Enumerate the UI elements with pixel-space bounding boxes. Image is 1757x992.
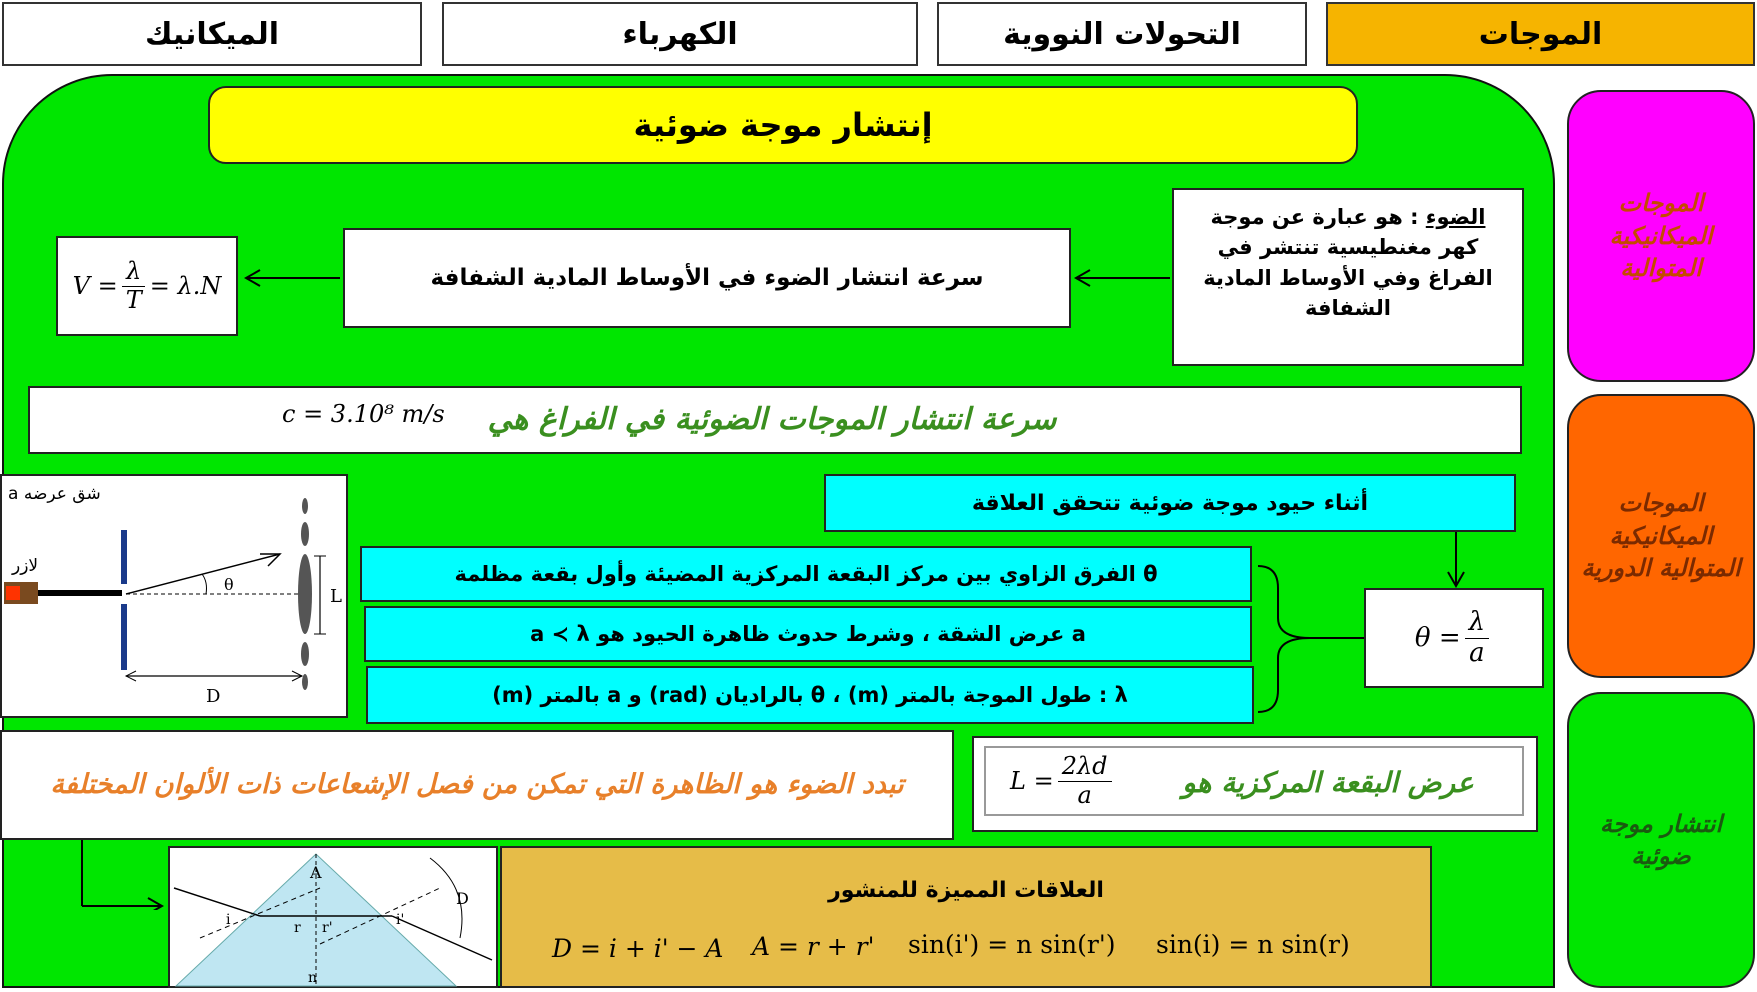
page-title: إنتشار موجة ضوئية xyxy=(208,86,1358,164)
light-definition-text: : هو عبارة عن موجة كهر مغنطيسية تنتشر في الفراغ وفي الأوساط المادية الشفافة xyxy=(1203,205,1493,321)
central-width-denominator: a xyxy=(1077,780,1092,809)
prism-diagram xyxy=(168,846,498,988)
tab-waves[interactable]: الموجات xyxy=(1326,2,1755,66)
diffraction-diagram xyxy=(0,474,348,718)
velocity-formula-rhs: = λ.N xyxy=(149,272,222,300)
velocity-formula xyxy=(56,236,238,336)
side-tab-periodic-waves[interactable]: الموجات الميكانيكية المتوالية الدورية xyxy=(1567,394,1755,678)
prism-r2-label: r' xyxy=(322,920,333,936)
tab-electricity[interactable]: الكهرباء xyxy=(442,2,918,66)
side-tab-mechanical-waves[interactable]: الموجات الميكانيكية المتوالية xyxy=(1567,90,1755,382)
prism-relations-title: العلاقات المميزة للمنشور xyxy=(828,878,1104,903)
vacuum-speed-text: سرعة انتشار الموجات الضوئية في الفراغ هي xyxy=(487,402,1057,437)
wavelength-definition: λ : طول الموجة بالمتر (m) ، θ بالراديان (rad) و a بالمتر (m) xyxy=(366,666,1254,724)
central-width-formula xyxy=(1010,748,1116,814)
D-label: D xyxy=(206,686,221,707)
prism-relations-box xyxy=(500,846,1432,988)
tab-mechanics[interactable]: الميكانيك xyxy=(2,2,422,66)
prism-A-label: A xyxy=(310,863,322,882)
laser-label: لازر xyxy=(12,556,39,576)
arrow-left-icon xyxy=(242,266,342,290)
prism-svg xyxy=(170,848,496,988)
diffraction-svg xyxy=(2,476,346,716)
light-term: الضوء xyxy=(1425,205,1486,229)
vacuum-speed-formula: c = 3.10⁸ m/s xyxy=(282,400,445,428)
theta-fraction xyxy=(1465,608,1489,669)
central-width-fraction xyxy=(1058,753,1112,809)
velocity-formula-lhs: V = xyxy=(72,272,118,300)
slit-width-definition: a عرض الشقة ، وشرط حدوث ظاهرة الحيود هو a ≺ λ xyxy=(364,606,1252,662)
theta-denominator: a xyxy=(1469,637,1485,668)
theta-formula xyxy=(1364,588,1544,688)
prism-i-label: i xyxy=(226,912,231,928)
theta-label: θ xyxy=(224,575,234,594)
arrow-right-icon xyxy=(76,840,166,910)
prism-D-label: D xyxy=(456,889,469,908)
tab-nuclear[interactable]: التحولات النووية xyxy=(937,2,1307,66)
velocity-fraction xyxy=(122,258,146,314)
central-width-text: عرض البقعة المركزية هو xyxy=(1182,766,1474,799)
prism-formula-sin-i: sin(i) = n sin(r) xyxy=(1156,930,1350,959)
arrow-left-icon xyxy=(1072,266,1172,290)
slit-label: شق عرضه a xyxy=(8,484,101,504)
side-tab-light-propagation[interactable]: انتشار موجة ضوئية xyxy=(1567,692,1755,988)
brace-icon xyxy=(1256,562,1366,716)
prism-r-label: r xyxy=(294,920,301,936)
light-definition xyxy=(1172,188,1524,366)
central-width-numerator: 2λd xyxy=(1058,753,1112,782)
dispersion-text: تبدد الضوء هو الظاهرة التي تمكن من فصل الإشعاعات ذات الألوان المختلفة xyxy=(50,769,904,801)
prism-formula-apex: A = r + r' xyxy=(752,932,875,961)
velocity-numerator: λ xyxy=(122,258,145,287)
theta-numerator: λ xyxy=(1465,608,1489,639)
central-width-lhs: L = xyxy=(1010,767,1054,795)
speed-media-box: سرعة انتشار الضوء في الأوساط المادية الشفافة xyxy=(343,228,1071,328)
theta-formula-lhs: θ = xyxy=(1414,623,1461,653)
prism-n-label: n xyxy=(308,970,318,986)
diffraction-header: أثناء حيود موجة ضوئية تتحقق العلاقة xyxy=(824,474,1516,532)
theta-definition: θ الفرق الزاوي بين مركز البقعة المركزية المضيئة وأول بقعة مظلمة xyxy=(360,546,1252,602)
prism-i2-label: i' xyxy=(396,912,405,928)
prism-formula-sin-i-prime: sin(i') = n sin(r') xyxy=(908,930,1116,959)
arrow-down-icon xyxy=(1444,532,1468,588)
prism-formula-deviation: D = i + i' − A xyxy=(552,934,724,963)
L-label: L xyxy=(330,586,342,607)
velocity-denominator: T xyxy=(125,285,142,314)
